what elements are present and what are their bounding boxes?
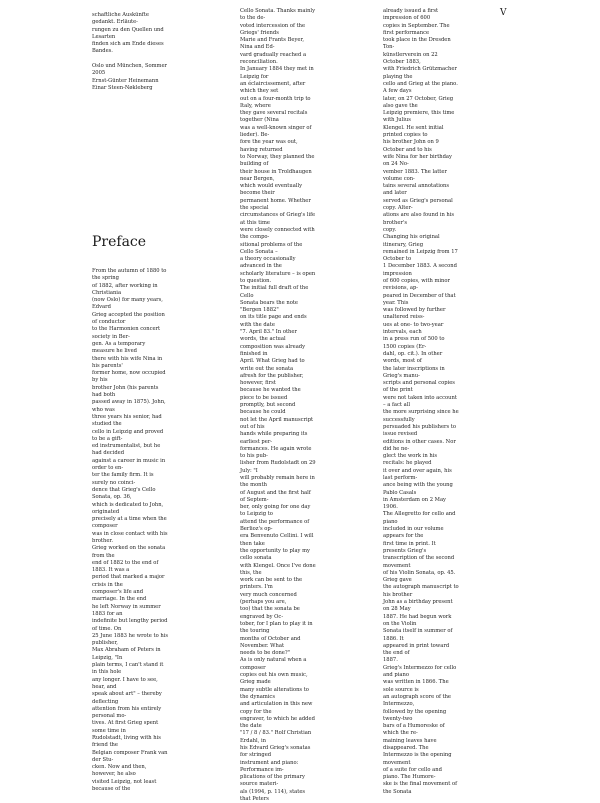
paragraph: Grieg's Intermezzo for cello and piano was written in 1866. The sole source is an autograph score of the Intermezzo, followed by the opening twenty-two bars of a Humoreske of which the re- maining leaves have disappeared. The Intermezzo is the opening movement of a suite for cello and piano. The Humore- ske is the final movement of the Sonata xyxy=(383,664,457,795)
paragraph: Changing his original itinerary, Grieg remained in Leipzig from 17 October to 1 December 1883. A second impression of 600 copies, with minor revisions, ap- peared in December of that year. This was followed by further unaltered reiss- ues at one- to two-year intervals, each in a press run of 500 to 1500 copies (Er- dahl, op. cit.). In other words, most of the later inscriptions in Grieg's manu- scripts and personal copies of the print were not taken into account – a fact all the more surprising since he successfully persuaded his publishers to issue revised editions in other cases. Nor did he ne- glect the work in his recitals: he played it over and over again, his last perform- ance being with the young Pablo Casals in Amsterdam on 2 May 1906. xyxy=(383,234,459,511)
section-heading-preface: Preface xyxy=(92,234,147,250)
paragraph: Cello Sonata. Thanks mainly to the de- voted intercession of the Griegs' friends Marie and Frants Beyer, Nina and Ed- vard gradually reached a reconciliation. In January 1884 they met in Leipzig for an éclaircissement, after which they set out on a four-month trip to Italy, where they gave several recitals together (Nina was a well-known singer of lieder). Be- fore the year was out, having returned to Norway, they planned the building of their house in Troldhaugen near Bergen, which would eventually become their permanent home. Whether the special circumstances of Grieg's life at this time were closely connected with the compo- sitional problems of the Cello Sonata – a theory occasionally advanced in the scholarly literature – is open to question. xyxy=(240,8,316,284)
column-1-body xyxy=(92,268,168,793)
paragraph: Grieg worked on the sonata from the end of 1882 to the end of 1883. It was a period that marked a major crisis in the composer's life and marriage. In the end he left Norway in summer 1883 for an indefinite but lengthy period of time. On 25 June 1883 he wrote to his publisher, Max Abraham of Peters in Leipzig, "In plain terms, I can't stand it in this hole any longer. I have to see, hear, and speak about art" – thereby deflecting attention from his entirely personal mo- tives. At first Grieg spent some time in Rudolstadt, living with his friend the Belgian composer Frank van der Stu- cken. Now and then, however, he also visited Leipzig, not least because of the xyxy=(92,545,169,793)
column-1-top xyxy=(92,12,168,92)
column-2 xyxy=(240,8,316,803)
paragraph: The Allegretto for cello and piano included in our volume appears for the first time in print. It presents Grieg's transcription of the second movement of his Violin Sonata, op. 45. Grieg gave the autograph manuscript to his brother John as a birthday present on 28 May 1887. He had begun work on the Violin Sonata itself in summer of 1886. It appeared in print toward the end of 1887. xyxy=(383,511,459,664)
paragraph: The initial full draft of the Cello Sonata bears the note "Bergen 1882" on its title page and ends with the date "7. April 83." In other words, the actual composition was already finished in April. What Grieg had to write out the sonata afresh for the publisher, however, first because he wanted the piece to be issued promptly, but second because he could not let the April manuscript out of his hands while preparing its earliest per- formances. He again wrote to his pub- lisher from Rudolstadt on 29 July: "I will probably remain here in the month of August and the first half of Septem- ber, only going for one day to Leipzig to attend the performance of Berlioz's op- era Benvenuto Cellini. I will then take the opportunity to play my cello sonata with Klengel. Once I've done this, the work can be sent to the printers. I'm very much concerned (perhaps you are, too) that the sonata be engraved by Oc- tober, for I plan to play it in the touring months of October and November. What needs to be done?" xyxy=(240,285,316,657)
column-3 xyxy=(383,8,459,796)
paragraph: From the autumn of 1880 to the spring of 1882, after working in Christiania (now Oslo) for many years, Edvard Grieg accepted the position of conductor to the Harmonien concert society in Ber- gen. As a temporary measure he lived there with his wife Nina in his parents' former home, now occupied by his brother John (his parents had both passed away in 1875). John, who was three years his senior, had studied the cello in Leipzig and proved to be a gift- ed instrumentalist, but he had decided against a career in music in order to en- ter the family firm. It is surely no coinci- dence that Grieg's Cello Sonata, op. 36, which is dedicated to John, originated precisely at a time when the composer was in close contact with his brother. xyxy=(92,268,168,544)
page-number: V xyxy=(500,8,507,18)
acknowledgement-paragraph: schaftliche Auskünfte gedankt. Erläute- rungen zu den Quellen und Lesarten finden sich am Ende dieses Bandes. xyxy=(92,12,164,55)
paragraph: already issued a first impression of 600 copies in September. The first performance took place in the Dresden Ton- künstlerverein on 22 October 1883, with Friedrich Grützmacher playing the cello and Grieg at the piano. A few days later, on 27 October, Grieg also gave the Leipzig premiere, this time with Julius Klengel. He sent initial printed copies to his brother John on 9 October and to his wife Nina for her birthday on 24 No- vember 1883. The latter volume con- tains several annotations and later served as Grieg's personal copy. Alter- ations are also found in his brother's copy. xyxy=(383,8,458,233)
signature-block: Oslo und München, Sommer 2005 Ernst-Günter Heinemann Einar Steen-Nøkleberg xyxy=(92,63,168,91)
paragraph: As is only natural when a composer copies out his own music, Grieg made many subtle alterations to the dynamics and articulation in this new copy for the engraver, to which he added the date "17 / 8 / 83." Rolf Christian Erdahl, in his Edvard Grieg's sonatas for stringed instrument and piano: Performance im- plications of the primary source materi- als (1994, p. 114), states that Peters xyxy=(240,657,315,803)
